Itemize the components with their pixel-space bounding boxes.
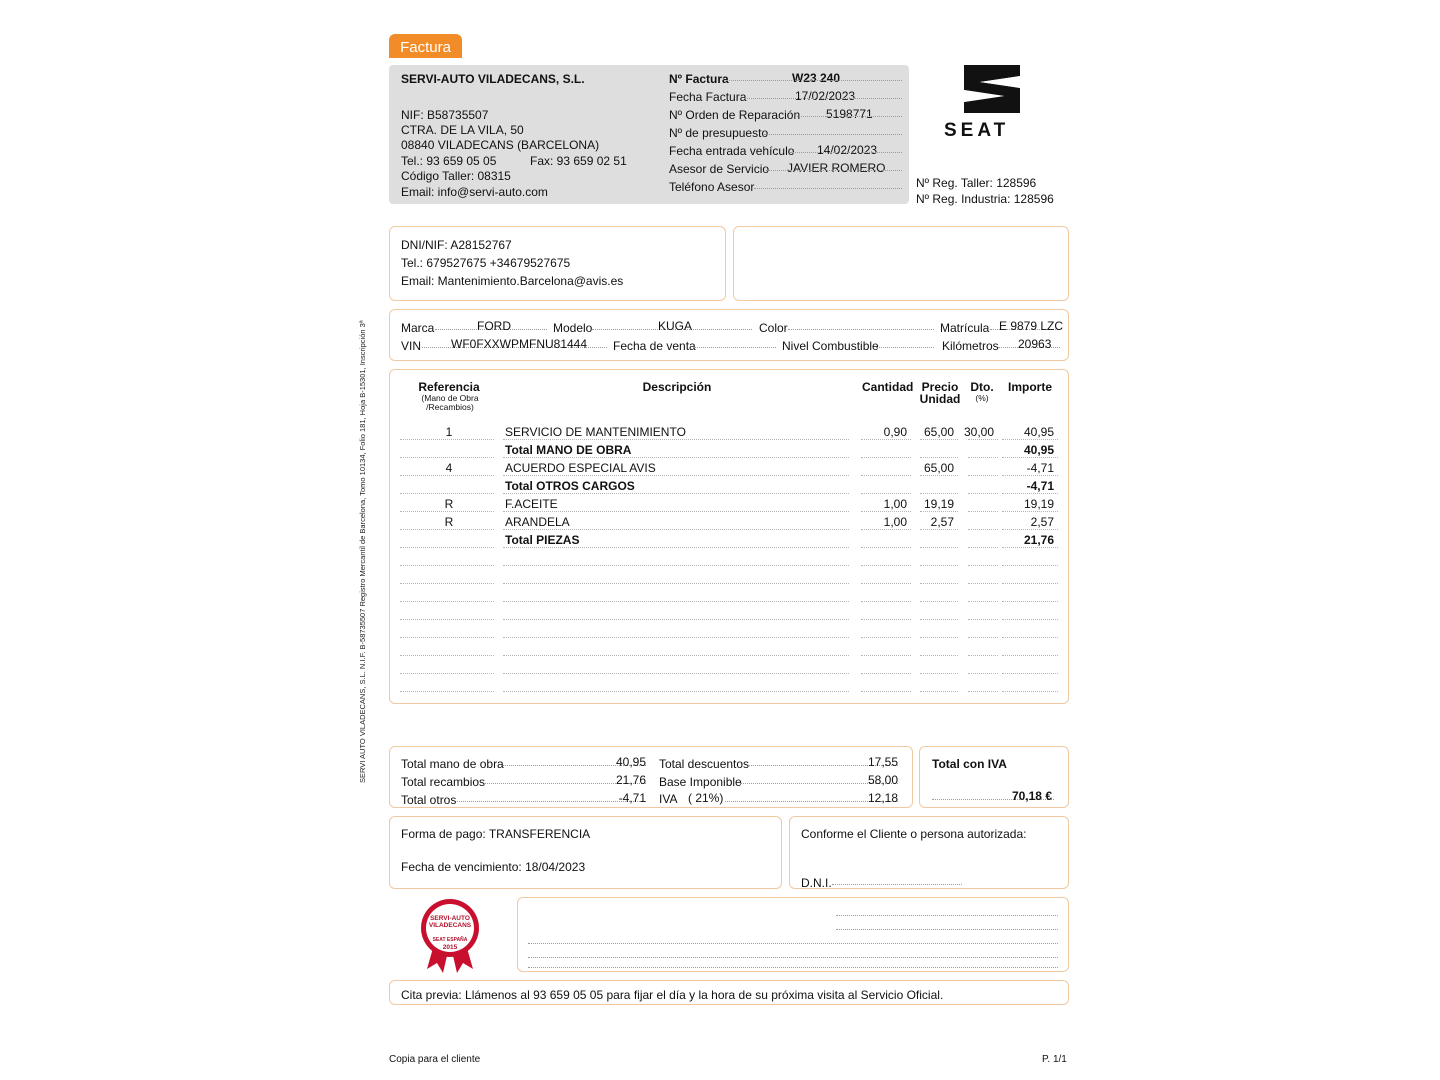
- table-cell-amount: 40,95: [1023, 425, 1054, 439]
- total-with-vat: 70,18 €: [1011, 789, 1052, 803]
- table-cell-discount: 30,00: [964, 425, 995, 439]
- table-cell-desc: Total PIEZAS: [505, 533, 580, 547]
- vehicle-km-label: Kilómetros: [942, 339, 999, 353]
- table-cell-qty: 1,00: [883, 515, 907, 529]
- row-separator: [1002, 673, 1058, 674]
- invoice-date-label: Fecha Factura: [669, 90, 747, 104]
- row-separator: [1002, 511, 1058, 512]
- advisor-phone-label: Teléfono Asesor: [669, 180, 755, 194]
- row-separator: [503, 457, 849, 458]
- col-header-unit-price-2: Unidad: [919, 392, 961, 406]
- row-separator: [968, 655, 998, 656]
- row-separator: [920, 529, 958, 530]
- row-separator: [968, 475, 998, 476]
- row-separator: [968, 619, 998, 620]
- stamp-line2: VILADECANS: [428, 922, 472, 929]
- company-address1: CTRA. DE LA VILA, 50: [401, 123, 524, 137]
- row-separator: [920, 511, 958, 512]
- vehicle-make: FORD: [477, 319, 511, 333]
- row-separator: [920, 673, 958, 674]
- row-separator: [400, 439, 494, 440]
- row-separator: [920, 565, 958, 566]
- row-separator: [1002, 565, 1058, 566]
- vat-label: IVA: [659, 792, 678, 806]
- row-separator: [920, 493, 958, 494]
- table-cell-amount: 21,76: [1023, 533, 1054, 547]
- row-separator: [400, 619, 494, 620]
- company-workshop-code: Código Taller: 08315: [401, 169, 511, 183]
- row-separator: [920, 439, 958, 440]
- vat-percent: ( 21%): [688, 791, 724, 805]
- row-separator: [400, 601, 494, 602]
- vat-amount: 12,18: [867, 791, 898, 805]
- row-separator: [1002, 601, 1058, 602]
- col-header-description: Descripción: [642, 380, 712, 394]
- row-separator: [861, 583, 911, 584]
- invoice-number: W23 240: [792, 71, 841, 85]
- total-parts: 21,76: [615, 773, 646, 787]
- row-separator: [1002, 457, 1058, 458]
- row-separator: [400, 529, 494, 530]
- row-separator: [968, 565, 998, 566]
- row-separator: [920, 619, 958, 620]
- row-separator: [503, 493, 849, 494]
- dni-label: D.N.I.: [801, 876, 832, 890]
- company-email: Email: info@servi-auto.com: [401, 185, 548, 199]
- row-separator: [503, 673, 849, 674]
- table-cell-amount: -4,71: [1026, 479, 1054, 493]
- col-header-reference-sub1: (Mano de Obra: [421, 393, 479, 403]
- row-separator: [968, 583, 998, 584]
- row-separator: [968, 673, 998, 674]
- company-fax: Fax: 93 659 02 51: [530, 154, 627, 168]
- row-separator: [968, 493, 998, 494]
- row-separator: [503, 583, 849, 584]
- table-cell-amount: 19,19: [1023, 497, 1054, 511]
- row-separator: [861, 493, 911, 494]
- row-separator: [400, 511, 494, 512]
- vehicle-sale-date-label: Fecha de venta: [613, 339, 696, 353]
- table-cell-desc: ARANDELA: [505, 515, 570, 529]
- row-separator: [400, 655, 494, 656]
- table-cell-desc: SERVICIO DE MANTENIMIENTO: [505, 425, 686, 439]
- observations-box: [517, 897, 1069, 972]
- total-discounts-label: Total descuentos: [659, 757, 750, 771]
- row-separator: [861, 673, 911, 674]
- vehicle-entry-date: 14/02/2023: [817, 143, 878, 157]
- table-cell-desc: F.ACEITE: [505, 497, 558, 511]
- row-separator: [861, 439, 911, 440]
- row-separator: [400, 475, 494, 476]
- table-cell-desc: ACUERDO ESPECIAL AVIS: [505, 461, 656, 475]
- row-separator: [503, 475, 849, 476]
- col-header-discount-sub: (%): [975, 393, 989, 403]
- row-separator: [1002, 529, 1058, 530]
- row-separator: [861, 475, 911, 476]
- table-cell-desc: Total OTROS CARGOS: [505, 479, 635, 493]
- row-separator: [861, 655, 911, 656]
- table-cell-ref: 1: [445, 425, 453, 439]
- row-separator: [920, 691, 958, 692]
- col-header-amount: Importe: [1008, 380, 1053, 394]
- row-separator: [400, 673, 494, 674]
- row-separator: [861, 637, 911, 638]
- invoice-date: 17/02/2023: [795, 89, 856, 103]
- total-other: -4,71: [618, 791, 646, 805]
- row-separator: [920, 655, 958, 656]
- invoice-number-label: Nº Factura: [669, 72, 729, 86]
- table-cell-price: 19,19: [923, 497, 954, 511]
- row-separator: [1002, 547, 1058, 548]
- page-number: P. 1/1: [1042, 1054, 1067, 1065]
- vehicle-color-label: Color: [759, 321, 788, 335]
- row-separator: [920, 583, 958, 584]
- row-separator: [503, 619, 849, 620]
- row-separator: [861, 691, 911, 692]
- row-separator: [400, 457, 494, 458]
- table-cell-ref: R: [444, 497, 454, 511]
- row-separator: [968, 457, 998, 458]
- budget-number-label: Nº de presupuesto: [669, 126, 769, 140]
- row-separator: [968, 637, 998, 638]
- client-tel: Tel.: 679527675 +34679527675: [401, 256, 571, 270]
- row-separator: [861, 457, 911, 458]
- company-address2: 08840 VILADECANS (BARCELONA): [401, 138, 600, 152]
- col-header-discount: Dto.: [970, 380, 994, 394]
- vehicle-model: KUGA: [658, 319, 693, 333]
- table-cell-amount: -4,71: [1026, 461, 1054, 475]
- seat-logo-icon: [960, 63, 1024, 115]
- row-separator: [968, 511, 998, 512]
- stamp-line3: SEAT ESPAÑA: [432, 937, 468, 943]
- row-separator: [503, 547, 849, 548]
- table-cell-qty: 1,00: [883, 497, 907, 511]
- row-separator: [503, 637, 849, 638]
- row-separator: [1002, 619, 1058, 620]
- table-cell-price: 65,00: [923, 461, 954, 475]
- row-separator: [503, 601, 849, 602]
- table-cell-ref: 4: [445, 461, 453, 475]
- table-cell-ref: R: [444, 515, 454, 529]
- company-nif: NIF: B58735507: [401, 108, 489, 122]
- quality-award-stamp: [417, 897, 483, 973]
- col-header-unit-price: Precio: [921, 380, 959, 394]
- row-separator: [968, 529, 998, 530]
- row-separator: [1002, 655, 1058, 656]
- col-header-reference: Referencia: [418, 380, 480, 394]
- vehicle-fuel-label: Nivel Combustible: [782, 339, 879, 353]
- row-separator: [968, 691, 998, 692]
- taxable-base: 58,00: [867, 773, 898, 787]
- row-separator: [400, 691, 494, 692]
- repair-order: 5198771: [826, 107, 873, 121]
- row-separator: [1002, 493, 1058, 494]
- footer-copy-label: Copia para el cliente: [389, 1054, 481, 1065]
- company-tel: Tel.: 93 659 05 05: [401, 154, 497, 168]
- total-other-label: Total otros: [401, 793, 457, 807]
- repair-order-label: Nº Orden de Reparación: [669, 108, 801, 122]
- payment-method: Forma de pago: TRANSFERENCIA: [401, 827, 591, 841]
- seat-logo-text: SEAT: [944, 120, 1010, 141]
- legal-side-text: SERVI AUTO VILADECANS, S.L. N.I.F. B-58735507 Registro Mercantil de Barcelona, Tomo 10134, Folio 181, Hoja B-15301, Inscripción 3ª: [358, 320, 367, 783]
- items-table: [389, 369, 1069, 704]
- vehicle-vin: WF0FXXWPMFNU81444: [451, 337, 588, 351]
- client-dni: DNI/NIF: A28152767: [401, 238, 512, 252]
- row-separator: [861, 529, 911, 530]
- col-header-reference-sub2: /Recambios): [426, 402, 474, 412]
- service-advisor-label: Asesor de Servicio: [669, 162, 770, 176]
- table-cell-amount: 2,57: [1030, 515, 1054, 529]
- row-separator: [861, 619, 911, 620]
- workshop-registry: Nº Reg. Taller: 128596: [916, 176, 1037, 190]
- row-separator: [400, 565, 494, 566]
- row-separator: [861, 547, 911, 548]
- row-separator: [861, 565, 911, 566]
- stamp-line1: SERVI-AUTO: [430, 915, 470, 922]
- vehicle-km: 20963: [1018, 337, 1052, 351]
- vehicle-box: [389, 309, 1069, 361]
- row-separator: [503, 655, 849, 656]
- row-separator: [503, 511, 849, 512]
- row-separator: [1002, 439, 1058, 440]
- company-name: SERVI-AUTO VILADECANS, S.L.: [401, 72, 585, 86]
- row-separator: [1002, 637, 1058, 638]
- row-separator: [861, 511, 911, 512]
- row-separator: [400, 637, 494, 638]
- client-address-box: [733, 226, 1069, 301]
- row-separator: [968, 439, 998, 440]
- row-separator: [920, 475, 958, 476]
- row-separator: [503, 565, 849, 566]
- total-with-vat-label: Total con IVA: [932, 757, 1007, 771]
- col-header-quantity: Cantidad: [862, 380, 914, 394]
- table-cell-qty: 0,90: [883, 425, 907, 439]
- service-advisor: JAVIER ROMERO: [787, 161, 886, 175]
- due-date: Fecha de vencimiento: 18/04/2023: [401, 860, 586, 874]
- row-separator: [968, 601, 998, 602]
- document-type-tab: Factura: [389, 34, 462, 58]
- stamp-year: 2015: [442, 944, 458, 951]
- row-separator: [503, 691, 849, 692]
- row-separator: [1002, 583, 1058, 584]
- client-consent-label: Conforme el Cliente o persona autorizada:: [801, 827, 1027, 841]
- vehicle-make-label: Marca: [401, 321, 435, 335]
- appointment-text: Cita previa: Llámenos al 93 659 05 05 para fijar el día y la hora de su próxima visita al Servicio Oficial.: [401, 988, 944, 1002]
- table-cell-price: 65,00: [923, 425, 954, 439]
- row-separator: [1002, 475, 1058, 476]
- row-separator: [968, 547, 998, 548]
- row-separator: [400, 493, 494, 494]
- table-cell-amount: 40,95: [1023, 443, 1054, 457]
- row-separator: [400, 547, 494, 548]
- row-separator: [861, 601, 911, 602]
- total-labor-label: Total mano de obra: [401, 757, 504, 771]
- row-separator: [400, 583, 494, 584]
- total-parts-label: Total recambios: [401, 775, 486, 789]
- client-email: Email: Mantenimiento.Barcelona@avis.es: [401, 274, 624, 288]
- row-separator: [920, 601, 958, 602]
- taxable-base-label: Base Imponible: [659, 775, 742, 789]
- industry-registry: Nº Reg. Industria: 128596: [916, 192, 1054, 206]
- table-cell-desc: Total MANO DE OBRA: [505, 443, 632, 457]
- row-separator: [1002, 691, 1058, 692]
- vehicle-model-label: Modelo: [553, 321, 593, 335]
- vehicle-plate: E 9879 LZC: [999, 319, 1064, 333]
- row-separator: [920, 457, 958, 458]
- row-separator: [920, 547, 958, 548]
- vehicle-entry-date-label: Fecha entrada vehículo: [669, 144, 795, 158]
- table-cell-price: 2,57: [930, 515, 954, 529]
- total-discounts: 17,55: [867, 755, 898, 769]
- vehicle-plate-label: Matrícula: [940, 321, 990, 335]
- row-separator: [920, 637, 958, 638]
- row-separator: [503, 529, 849, 530]
- row-separator: [503, 439, 849, 440]
- total-labor: 40,95: [615, 755, 646, 769]
- vehicle-vin-label: VIN: [401, 339, 422, 353]
